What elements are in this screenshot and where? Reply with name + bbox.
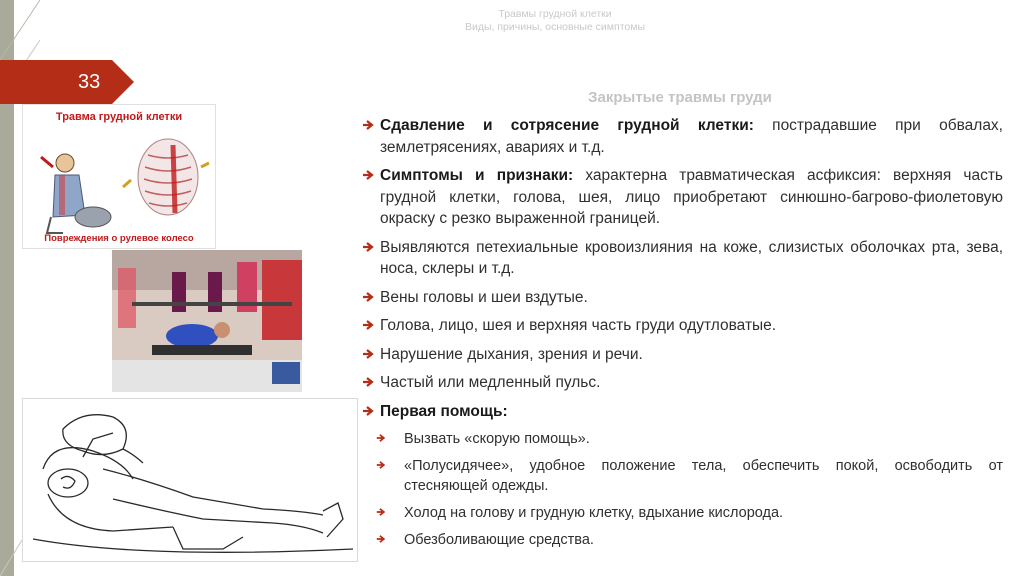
banner-shape bbox=[0, 60, 134, 104]
list-item bbox=[362, 115, 1003, 158]
sub-item-text: Холод на голову и грудную клетку, вдыхание кислорода. bbox=[404, 505, 784, 521]
item-text: Голова, лицо, шея и верхняя часть груди одутловатые. bbox=[380, 317, 777, 334]
arrow-bullet-icon bbox=[362, 241, 376, 253]
sketch-drawing bbox=[23, 399, 357, 561]
arrow-bullet-icon bbox=[362, 348, 376, 360]
list-item bbox=[362, 165, 1003, 230]
arrow-bullet-icon bbox=[376, 460, 387, 470]
arrow-bullet-icon bbox=[362, 291, 376, 303]
sub-list-item bbox=[362, 429, 1003, 449]
list-item-first-aid bbox=[362, 401, 1003, 423]
list-item bbox=[362, 315, 1003, 337]
image-title: Травма грудной клетки bbox=[55, 111, 183, 123]
reclining-patient-sketch bbox=[22, 398, 358, 562]
section-subtitle: Закрытые травмы груди bbox=[588, 89, 772, 106]
arrow-bullet-icon bbox=[362, 376, 376, 388]
steering-illustration bbox=[23, 105, 215, 248]
item-bold: Симптомы и признаки: bbox=[380, 167, 574, 184]
sub-item-text: Обезболивающие средства. bbox=[404, 532, 594, 548]
item-text: пострадавшие при обвалах, землетрясениях, авариях и т.д. bbox=[380, 117, 1003, 156]
arrow-bullet-icon bbox=[376, 534, 387, 544]
image-caption: Повреждения о рулевое колесо bbox=[44, 233, 194, 244]
item-text: Выявляются петехиальные кровоизлияния на коже, слизистых оболочках рта, зева, носа, склеры и т.д. bbox=[380, 238, 1003, 277]
slide-header bbox=[330, 8, 780, 34]
header-subtitle: Виды, причины, основные симптомы bbox=[464, 21, 645, 33]
arrow-bullet-icon bbox=[376, 433, 387, 443]
item-text: Нарушение дыхания, зрения и речи. bbox=[380, 345, 643, 363]
header-title: Травмы грудной клетки bbox=[498, 8, 612, 20]
list-item bbox=[362, 287, 1003, 309]
arrow-bullet-icon bbox=[362, 405, 376, 417]
bench-press-photo bbox=[112, 250, 302, 392]
sub-list-item bbox=[362, 456, 1003, 496]
item-text: характерна травматическая асфиксия: верхняя часть грудной клетки, голова, шея, лицо приобретают синюшно-багрово-фиолетовую окраску с резко выраженной границей. bbox=[380, 167, 1003, 227]
item-text: Вены головы и шеи вздутые. bbox=[380, 288, 588, 306]
item-text: Частый или медленный пульс. bbox=[380, 374, 601, 391]
sub-item-text: «Полусидячее», удобное положение тела, обеспечить покой, освободить от стесняющей одежды. bbox=[404, 458, 1003, 494]
arrow-bullet-icon bbox=[376, 507, 387, 517]
sub-list-item bbox=[362, 530, 1003, 550]
bench-press-scene bbox=[112, 250, 302, 392]
item-bold: Сдавление и сотрясение грудной клетки: bbox=[380, 117, 754, 134]
list-item bbox=[362, 237, 1003, 280]
arrow-bullet-icon bbox=[362, 169, 376, 181]
steering-wheel-injury-image bbox=[22, 104, 216, 249]
list-item bbox=[362, 372, 1003, 394]
sub-item-text: Вызвать «скорую помощь». bbox=[404, 431, 590, 447]
item-bold: Первая помощь: bbox=[380, 402, 508, 420]
arrow-bullet-icon bbox=[362, 119, 376, 131]
slide-content bbox=[362, 115, 1003, 557]
arrow-bullet-icon bbox=[362, 319, 376, 331]
sub-list-item bbox=[362, 503, 1003, 523]
slide-number-banner bbox=[0, 60, 134, 104]
list-item bbox=[362, 344, 1003, 366]
slide-number: 33 bbox=[78, 71, 101, 93]
